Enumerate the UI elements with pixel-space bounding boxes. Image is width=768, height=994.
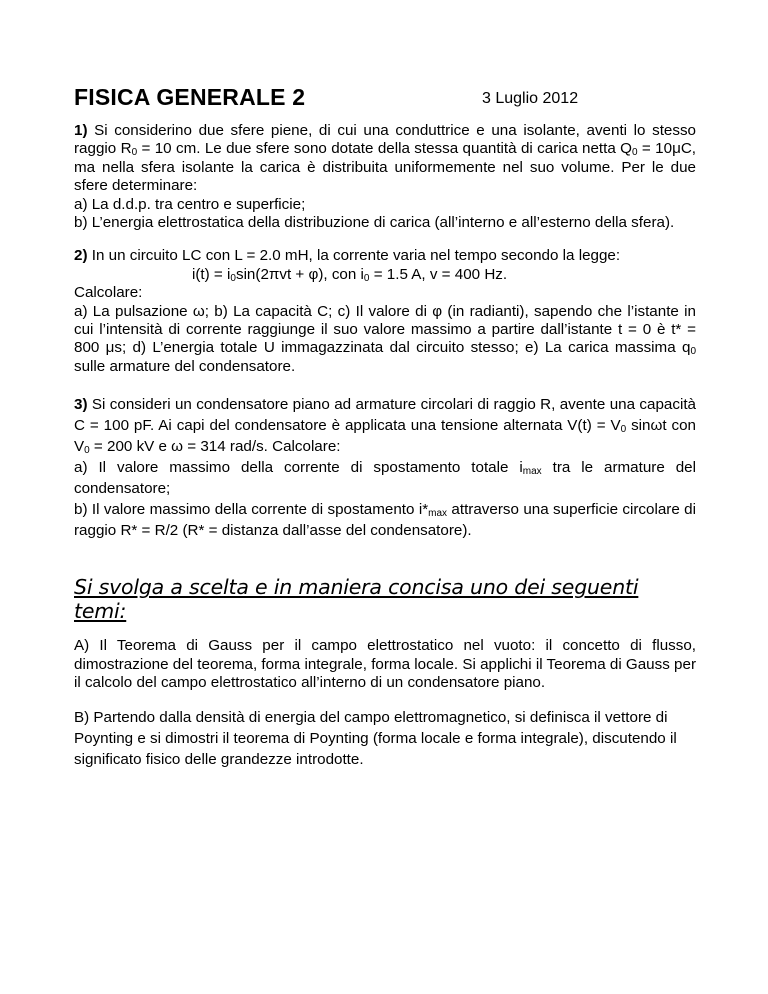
exam-date: 3 Luglio 2012 xyxy=(482,90,579,107)
problem-3-number: 3) xyxy=(74,396,88,414)
problem-3-text: tra le armature del condensatore; xyxy=(74,459,696,498)
theme-b: B) Partendo dalla densità di energia del campo elettromagnetico, si definisca il vettore di Poynting e si dimostri il teorema di Poynting (forma locale e forma integrale), discutendo il significato fisico delle grandezze introdotte. xyxy=(74,708,677,768)
problem-3-statement xyxy=(74,394,696,457)
formula-text: = 1.5 A, v = 400 Hz. xyxy=(369,265,508,283)
subscript: max xyxy=(428,508,448,520)
problem-1-text: = 10 cm. Le due sfere sono dotate della stessa quantità di carica netta Q xyxy=(137,140,632,158)
problem-2-intro xyxy=(74,247,696,265)
problem-1-number: 1) xyxy=(74,122,88,139)
problem-3-question-b xyxy=(74,499,696,541)
exam-page xyxy=(74,84,696,770)
problem-2-calc-label: Calcolare: xyxy=(74,284,143,302)
formula-text: sin(2πvt + φ), con i xyxy=(235,265,364,283)
subscript: 0 xyxy=(632,147,638,159)
subscript: 0 xyxy=(131,147,138,159)
problem-3-text: a) Il valore massimo della corrente di spostamento totale i xyxy=(74,459,523,477)
problem-3-text: = 200 kV e ω = 314 rad/s. Calcolare: xyxy=(89,438,341,456)
themes-heading: Si svolga a scelta e in maniera concisa uno dei seguenti temi: xyxy=(74,575,639,624)
subscript: 0 xyxy=(620,424,627,436)
formula-text: i(t) = i xyxy=(192,265,231,283)
problem-3-text: sinωt con V xyxy=(74,417,696,456)
problem-2-text: sulle armature del condensatore. xyxy=(74,357,296,375)
problem-1-text: Si considerino due sfere piene, di cui una conduttrice e una isolante, aventi lo stesso raggio R xyxy=(74,122,696,158)
exam-header xyxy=(74,84,696,118)
problem-2-text: In un circuito LC con L = 2.0 mH, la corrente varia nel tempo secondo la legge: xyxy=(87,247,621,265)
problem-1-question-b: b) L’energia elettrostatica della distribuzione di carica (all’interno e all’esterno della sfera). xyxy=(74,214,675,232)
subscript: 0 xyxy=(363,272,370,284)
subscript: 0 xyxy=(84,445,90,457)
problem-3-text: b) Il valore massimo della corrente di spostamento i* xyxy=(74,501,429,519)
problem-3-question-a xyxy=(74,457,696,499)
subscript: 0 xyxy=(690,346,696,358)
problem-2 xyxy=(74,247,696,376)
exam-title: FISICA GENERALE 2 xyxy=(74,84,306,110)
problem-1-statement xyxy=(74,122,696,196)
subscript: 0 xyxy=(230,272,236,284)
problem-2-text: a) La pulsazione ω; b) La capacità C; c) Il valore di φ (in radianti), sapendo che l’istante in cui l’intensità di corrente raggiunge il suo valore massimo a partire dall’istante t = 0 è t* = 800 μs; d) L’energia totale U immagazzinata dal circuito stesso; e) La carica massima q xyxy=(74,302,696,357)
problem-2-number: 2) xyxy=(74,247,88,265)
subscript: max xyxy=(522,466,542,478)
problem-1-text: = 10μC, ma nella sfera isolante la carica è distribuita uniformemente nel suo volume. Per le due sfere determinare: xyxy=(74,140,697,195)
theme-a: A) Il Teorema di Gauss per il campo elettrostatico nel vuoto: il concetto di flusso, dimostrazione del teorema, forma integrale, forma locale. Si applichi il Teorema di Gauss per il calcolo del campo elettrostatico all’interno di un condensatore piano. xyxy=(74,637,696,692)
problem-1 xyxy=(74,122,696,232)
problem-3-text: attraverso una superficie circolare di raggio R* = R/2 (R* = distanza dall’asse del condensatore). xyxy=(74,501,697,540)
problem-3 xyxy=(74,394,696,541)
problem-2-formula xyxy=(74,266,696,284)
problem-3-text: Si consideri un condensatore piano ad armature circolari di raggio R, avente una capacità C = 100 pF. Ai capi del condensatore è applicata una tensione alternata V(t) = V xyxy=(74,396,696,435)
problem-1-question-a: a) La d.d.p. tra centro e superficie; xyxy=(74,195,306,213)
problem-2-questions xyxy=(74,303,696,377)
